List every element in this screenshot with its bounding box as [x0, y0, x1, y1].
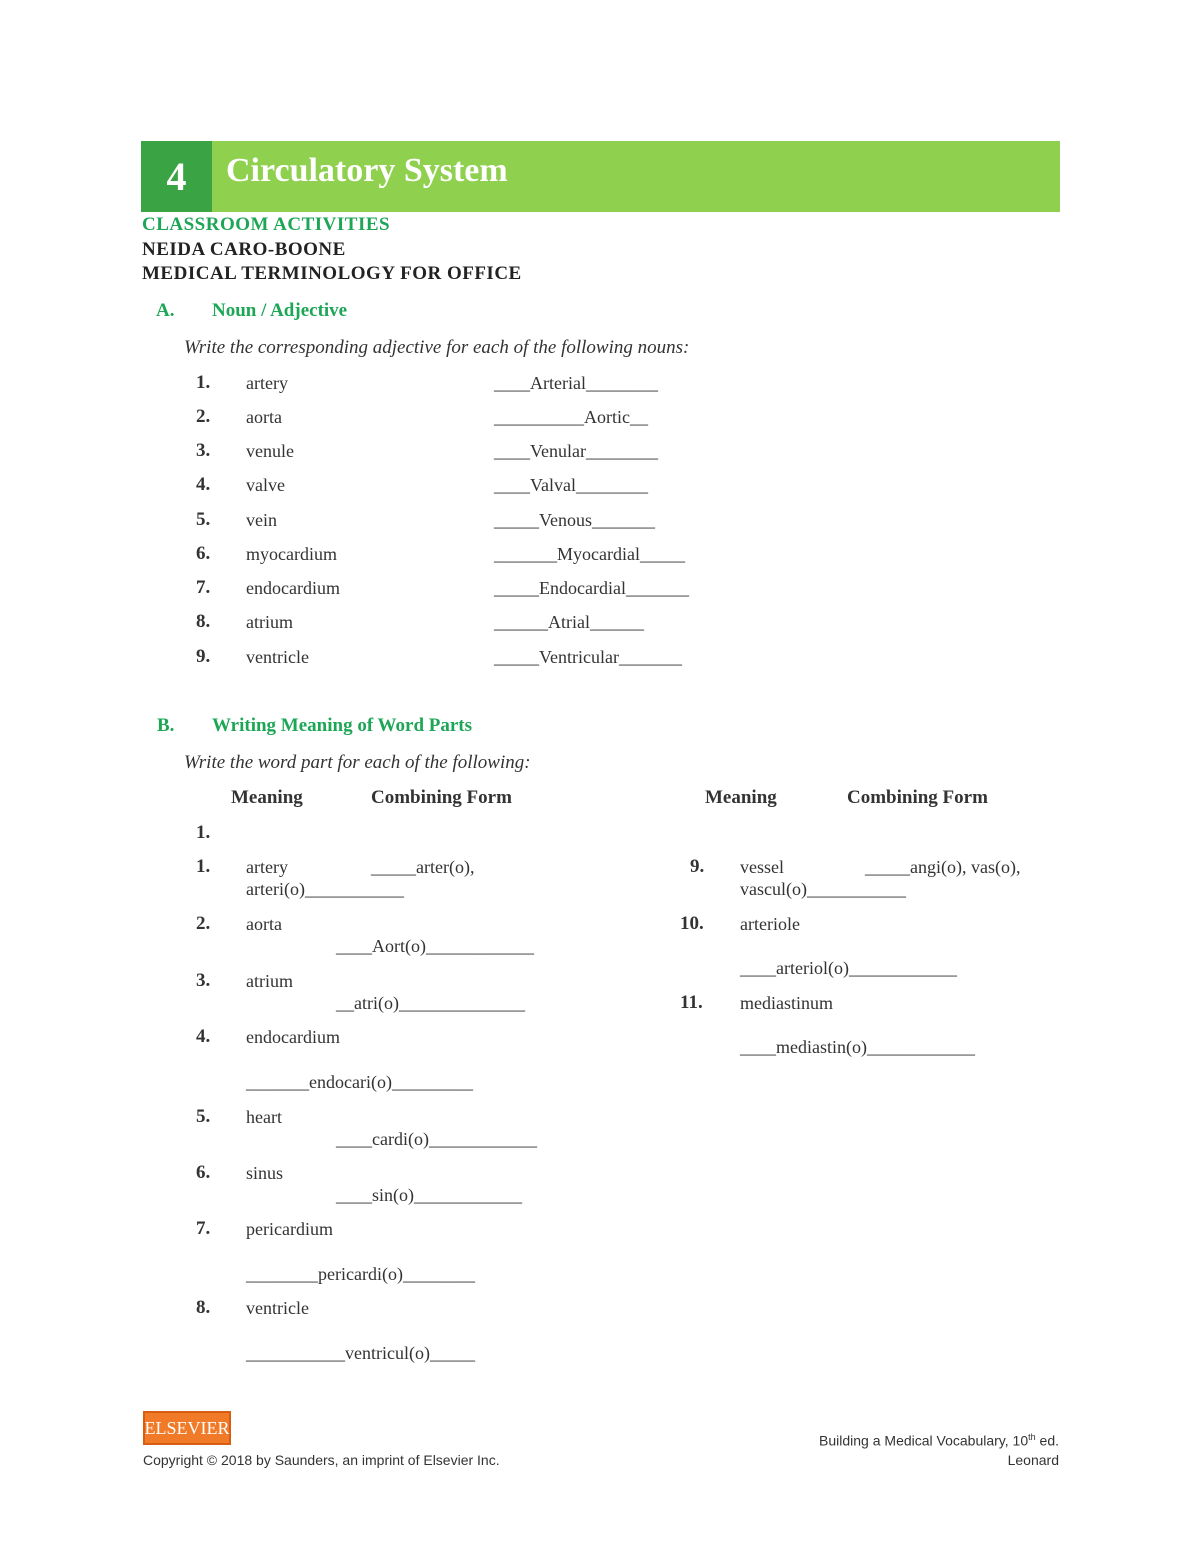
noun: ventricle — [246, 647, 309, 667]
item-number: 6. — [196, 543, 211, 564]
section-b-letter: B. — [157, 715, 175, 736]
combining-form-answer: __atri(o)______________ — [336, 993, 525, 1013]
copyright: Copyright © 2018 by Saunders, an imprint of Elsevier Inc. — [143, 1452, 500, 1468]
item-number: 6. — [196, 1162, 211, 1183]
item-number: 4. — [196, 474, 211, 495]
adjective-answer: ____Valval________ — [494, 475, 648, 495]
item-number: 7. — [196, 577, 211, 598]
item-number: 1. — [196, 372, 211, 393]
column-header-meaning: Meaning — [231, 787, 303, 808]
item-number: 1. — [196, 822, 211, 843]
item-number: 4. — [196, 1026, 211, 1047]
book-title-text: Building a Medical Vocabulary, 10 — [819, 1432, 1029, 1449]
meaning: vessel — [740, 857, 784, 877]
combining-form-answer: ____cardi(o)____________ — [336, 1129, 537, 1149]
combining-form-answer: ________pericardi(o)________ — [246, 1264, 475, 1284]
item-number: 3. — [196, 970, 211, 991]
section-b-title: Writing Meaning of Word Parts — [212, 715, 473, 736]
item-number: 7. — [196, 1218, 211, 1239]
meaning: arteriole — [740, 914, 800, 934]
meaning: endocardium — [246, 1027, 340, 1047]
adjective-answer: _____Venous_______ — [494, 510, 655, 530]
noun: endocardium — [246, 578, 340, 598]
meaning: ventricle — [246, 1298, 309, 1318]
meaning: atrium — [246, 971, 293, 991]
section-b-instructions: Write the word part for each of the following: — [184, 752, 531, 773]
item-number: 1. — [196, 856, 211, 877]
edition-superscript: th — [1028, 1432, 1036, 1442]
item-number: 9. — [690, 856, 705, 877]
item-number: 8. — [196, 1297, 211, 1318]
student-name: NEIDA CARO-BOONE — [142, 239, 346, 260]
noun: venule — [246, 441, 294, 461]
column-header-meaning: Meaning — [705, 787, 777, 808]
item-number: 3. — [196, 440, 211, 461]
course-title: MEDICAL TERMINOLOGY FOR OFFICE — [142, 263, 522, 284]
section-label: CLASSROOM ACTIVITIES — [142, 214, 391, 235]
meaning: heart — [246, 1107, 282, 1127]
noun: artery — [246, 373, 288, 393]
adjective-answer: __________Aortic__ — [494, 407, 648, 427]
adjective-answer: _____Ventricular_______ — [494, 647, 682, 667]
adjective-answer: ____Arterial________ — [494, 373, 658, 393]
combining-form-answer: ___________ventricul(o)_____ — [246, 1343, 475, 1363]
combining-form-answer: ____sin(o)____________ — [336, 1185, 522, 1205]
column-header-combining-form: Combining Form — [371, 787, 512, 808]
chapter-title: Circulatory System — [226, 152, 508, 189]
section-a-title: Noun / Adjective — [212, 300, 348, 321]
item-number: 2. — [196, 913, 211, 934]
adjective-answer: ____Venular________ — [494, 441, 658, 461]
section-a-letter: A. — [156, 300, 175, 321]
combining-form-answer: ____arteriol(o)____________ — [740, 958, 957, 978]
meaning: pericardium — [246, 1219, 333, 1239]
combining-form-answer: _____arter(o), — [371, 857, 475, 877]
meaning: aorta — [246, 914, 282, 934]
item-number: 11. — [680, 992, 703, 1013]
noun: atrium — [246, 612, 293, 632]
noun: aorta — [246, 407, 282, 427]
noun: vein — [246, 510, 277, 530]
combining-form-answer: arteri(o)___________ — [246, 879, 404, 899]
item-number: 9. — [196, 646, 211, 667]
item-number: 2. — [196, 406, 211, 427]
adjective-answer: _____Endocardial_______ — [494, 578, 689, 598]
edition-suffix: ed. — [1035, 1432, 1059, 1449]
meaning: sinus — [246, 1163, 284, 1183]
noun: myocardium — [246, 544, 337, 564]
elsevier-logo: ELSEVIER — [143, 1411, 231, 1445]
chapter-number: 4 — [141, 141, 212, 212]
book-title — [819, 1432, 1059, 1449]
item-number: 10. — [680, 913, 704, 934]
item-number: 5. — [196, 509, 211, 530]
meaning: artery — [246, 857, 288, 877]
column-header-combining-form: Combining Form — [847, 787, 988, 808]
combining-form-answer: ____Aort(o)____________ — [336, 936, 534, 956]
combining-form-answer: vascul(o)___________ — [740, 879, 906, 899]
combining-form-answer: _______endocari(o)_________ — [246, 1072, 473, 1092]
noun: valve — [246, 475, 285, 495]
section-a-instructions: Write the corresponding adjective for each of the following nouns: — [184, 337, 690, 358]
item-number: 5. — [196, 1106, 211, 1127]
meaning: mediastinum — [740, 993, 833, 1013]
combining-form-answer: _____angi(o), vas(o), — [865, 857, 1021, 877]
adjective-answer: _______Myocardial_____ — [494, 544, 685, 564]
combining-form-answer: ____mediastin(o)____________ — [740, 1037, 975, 1057]
author: Leonard — [1007, 1452, 1059, 1468]
adjective-answer: ______Atrial______ — [494, 612, 644, 632]
item-number: 8. — [196, 611, 211, 632]
